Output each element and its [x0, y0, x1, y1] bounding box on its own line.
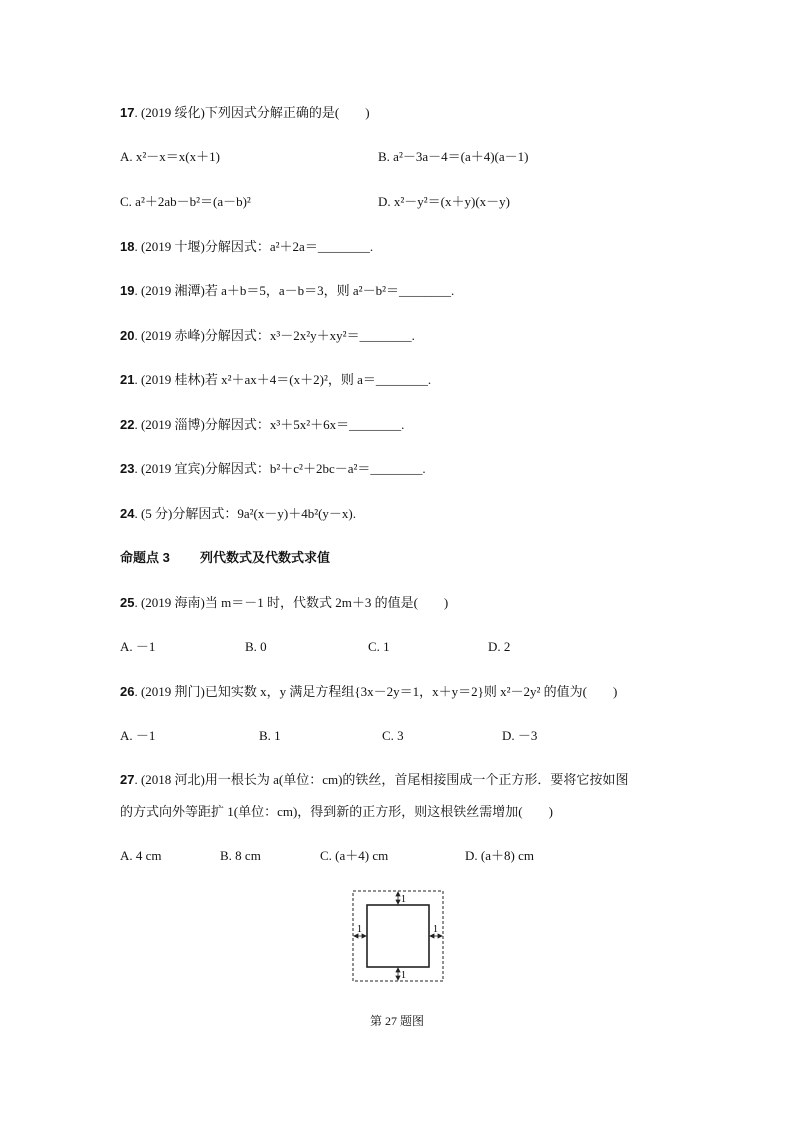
label-top: 1: [401, 894, 406, 905]
question-number: 24: [120, 506, 135, 521]
question-text: . (2019 桂林)若 x²＋ax＋4＝(x＋2)²，则 a＝________.: [134, 372, 432, 387]
option-c: C. (a＋4) cm: [320, 848, 389, 863]
option-c: C. a²＋2ab－b²＝(a－b)²: [120, 194, 251, 209]
question-text: . (2019 十堰)分解因式：a²＋2a＝________.: [134, 239, 374, 254]
question-text: . (2019 赤峰)分解因式：x³－2x²y＋xy²＝________.: [134, 328, 415, 343]
option-a: A. －1: [120, 728, 156, 743]
option-c: C. 3: [382, 728, 404, 743]
question-22: [120, 416, 404, 434]
question-text: . (2019 绥化)下列因式分解正确的是( ): [134, 105, 370, 120]
question-23: [120, 460, 426, 478]
question-text: . (2019 淄博)分解因式：x³＋5x²＋6x＝________.: [134, 417, 405, 432]
label-left: 1: [357, 924, 362, 935]
label-right: 1: [433, 924, 438, 935]
option-d: D. (a＋8) cm: [465, 848, 534, 863]
question-number: 21: [120, 372, 135, 387]
question-number: 26: [120, 684, 135, 699]
question-number: 25: [120, 595, 135, 610]
question-text: . (2019 湘潭)若 a＋b＝5，a－b＝3，则 a²－b²＝________.: [134, 283, 455, 298]
option-b: B. a²－3a－4＝(a＋4)(a－1): [378, 149, 529, 164]
question-25: [120, 594, 448, 612]
option-d: D. 2: [488, 639, 511, 654]
option-b: B. 8 cm: [220, 848, 261, 863]
question-text: . (2019 海南)当 m＝－1 时，代数式 2m＋3 的值是( ): [134, 595, 449, 610]
inner-square: [367, 905, 429, 967]
question-27-continued: 的方式向外等距扩 1(单位：cm)，得到新的正方形，则这根铁丝需增加( ): [120, 804, 553, 819]
option-a: A. －1: [120, 639, 156, 654]
question-19: [120, 282, 454, 300]
option-a: A. 4 cm: [120, 848, 162, 863]
option-d: D. x²－y²＝(x＋y)(x－y): [378, 194, 510, 209]
question-number: 17: [120, 105, 135, 120]
option-b: B. 0: [245, 639, 267, 654]
option-d: D. －3: [502, 728, 538, 743]
question-number: 27: [120, 772, 135, 787]
question-17: [120, 104, 370, 122]
question-21: [120, 371, 431, 389]
question-18: [120, 238, 373, 256]
question-number: 18: [120, 239, 135, 254]
figure-caption: 第 27 题图: [369, 1014, 424, 1028]
option-c: C. 1: [368, 639, 390, 654]
section-label: 命题点 3: [120, 550, 170, 565]
square-expansion-figure: [352, 890, 444, 982]
option-b: B. 1: [259, 728, 281, 743]
label-bottom: 1: [401, 970, 406, 981]
question-text: . (2019 荆门)已知实数 x，y 满足方程组{3x－2y＝1，x＋y＝2}则 x²－2y² 的值为( ): [134, 684, 618, 699]
question-number: 19: [120, 283, 135, 298]
question-text: . (2019 宜宾)分解因式：b²＋c²＋2bc－a²＝________.: [134, 461, 426, 476]
question-number: 20: [120, 328, 135, 343]
question-20: [120, 327, 415, 345]
question-text: . (5 分)分解因式：9a²(x－y)＋4b²(y－x).: [134, 506, 357, 521]
question-text: . (2018 河北)用一根长为 a(单位：cm)的铁丝，首尾相接围成一个正方形．要将它按如图: [134, 772, 629, 787]
section-title: 列代数式及代数式求值: [200, 550, 331, 565]
question-24: [120, 505, 356, 523]
question-number: 22: [120, 417, 135, 432]
question-number: 23: [120, 461, 135, 476]
question-27: [120, 771, 628, 789]
option-a: A. x²－x＝x(x＋1): [120, 149, 220, 164]
question-26: [120, 683, 617, 701]
